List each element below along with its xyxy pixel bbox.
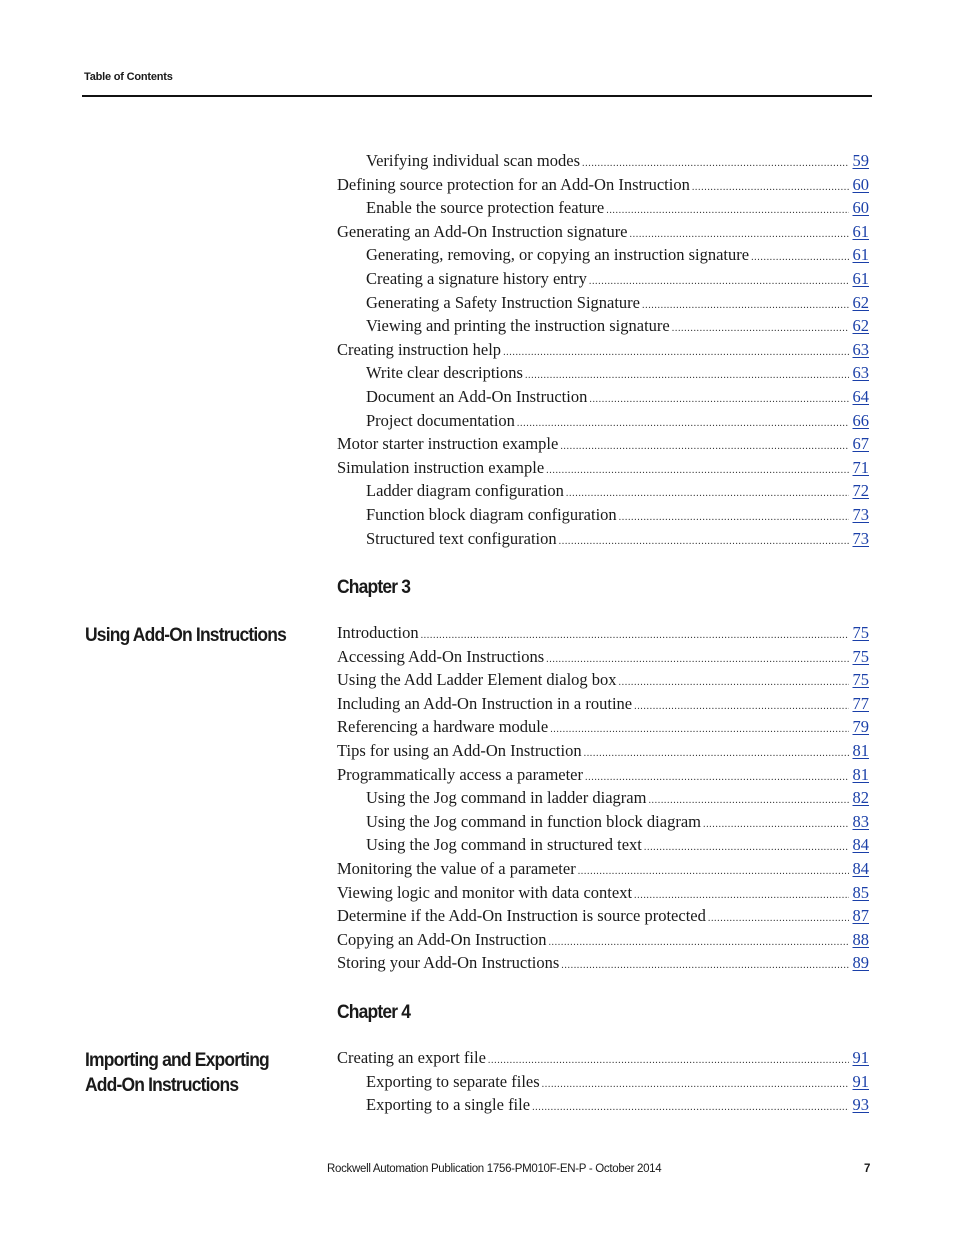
toc-entry[interactable] (337, 527, 869, 551)
toc-page-link[interactable]: 66 (852, 410, 869, 430)
dot-leader (548, 931, 849, 955)
dot-leader (582, 152, 849, 176)
toc-entry[interactable] (337, 1093, 869, 1117)
dot-leader (703, 813, 849, 837)
dot-leader (606, 199, 849, 223)
dot-leader (566, 482, 849, 506)
toc-page-link[interactable]: 63 (852, 339, 869, 359)
toc-entry-title: Write clear descriptions (366, 363, 523, 383)
toc-page-link[interactable]: 59 (852, 151, 869, 170)
toc-entry[interactable] (337, 385, 869, 409)
toc-entry-title: Simulation instruction example (337, 457, 545, 477)
toc-page-link[interactable]: 88 (852, 929, 869, 949)
toc-entry-title: Storing your Add-On Instructions (337, 953, 560, 973)
dot-leader (648, 789, 849, 813)
toc-page-link[interactable]: 75 (852, 623, 869, 642)
toc-entry-title: Using the Jog command in function block diagram (366, 811, 701, 831)
toc-entry[interactable] (337, 243, 869, 267)
toc-entry[interactable] (337, 361, 869, 385)
toc-entry-title: Referencing a hardware module (337, 717, 549, 737)
toc-entry[interactable] (337, 739, 869, 763)
toc-entry[interactable] (337, 291, 869, 315)
dot-leader (525, 364, 849, 388)
toc-entry-title: Ladder diagram configuration (366, 481, 564, 501)
toc-entry[interactable] (337, 810, 869, 834)
dot-leader (584, 742, 849, 766)
toc-page-link[interactable]: 61 (852, 268, 869, 288)
toc-entry[interactable] (337, 479, 869, 503)
toc-entry[interactable] (337, 857, 869, 881)
toc-entry[interactable] (337, 338, 869, 362)
toc-entry-title: Tips for using an Add-On Instruction (337, 740, 582, 760)
toc-page-link[interactable]: 79 (852, 717, 869, 737)
toc-entry[interactable] (337, 881, 869, 905)
toc-entry-title: Including an Add-On Instruction in a routine (337, 693, 633, 713)
toc-page-link[interactable]: 60 (852, 198, 869, 218)
footer-page-number: 7 (864, 1163, 871, 1175)
toc-entry[interactable] (337, 196, 869, 220)
toc-entry[interactable] (337, 267, 869, 291)
toc-entry[interactable] (337, 409, 869, 433)
toc-entry-title: Enable the source protection feature (366, 198, 605, 218)
toc-page-link[interactable]: 82 (852, 788, 869, 808)
toc-entry-title: Accessing Add-On Instructions (337, 646, 545, 666)
toc-entry-title: Using the Add Ladder Element dialog box (337, 670, 617, 690)
toc-page-link[interactable]: 81 (852, 740, 869, 760)
dot-leader (488, 1049, 849, 1073)
toc-entry-title: Generating an Add-On Instruction signature (337, 221, 628, 241)
toc-page-link[interactable]: 63 (852, 363, 869, 383)
toc-page-link[interactable]: 60 (852, 174, 869, 194)
toc-entry[interactable] (337, 645, 869, 669)
toc-entry-title: Programmatically access a parameter (337, 764, 584, 784)
toc-page-link[interactable]: 62 (852, 292, 869, 312)
toc-entry-title: Viewing and printing the instruction signature (366, 316, 670, 336)
toc-entry-title: Generating a Safety Instruction Signature (366, 292, 640, 312)
running-head: Table of Contents (84, 71, 173, 83)
toc-page-link[interactable]: 73 (852, 504, 869, 524)
chapter-label: Chapter 4 (337, 1002, 411, 1023)
toc-page-link[interactable]: 84 (852, 858, 869, 878)
toc-entry[interactable] (337, 503, 869, 527)
toc-entry-title: Monitoring the value of a parameter (337, 858, 576, 878)
toc-page-link[interactable]: 89 (852, 953, 869, 973)
toc-entry[interactable] (337, 456, 869, 480)
dot-leader (585, 766, 849, 790)
chapter-title: Using Add-On Instructions (85, 625, 287, 646)
toc-entry-title: Using the Jog command in structured text (366, 835, 642, 855)
dot-leader (642, 294, 849, 318)
toc-entry-title: Structured text configuration (366, 528, 557, 548)
dot-leader (578, 860, 849, 884)
dot-leader (708, 907, 849, 931)
toc-page-link[interactable]: 73 (852, 528, 869, 548)
toc-entry-title: Document an Add-On Instruction (366, 386, 588, 406)
toc-page-link[interactable]: 71 (852, 457, 869, 477)
toc-page-link[interactable]: 85 (852, 882, 869, 902)
toc-entry-title: Using the Jog command in ladder diagram (366, 788, 647, 808)
dot-leader (751, 246, 849, 270)
toc-entry[interactable] (337, 692, 869, 716)
dot-leader (421, 624, 849, 648)
toc-entry-title: Motor starter instruction example (337, 434, 559, 454)
dot-leader (532, 1096, 849, 1120)
toc-entry[interactable] (337, 833, 869, 857)
dot-leader (546, 648, 849, 672)
toc-page-link[interactable]: 67 (852, 434, 869, 454)
dot-leader (546, 459, 849, 483)
toc-entry[interactable] (337, 1070, 869, 1094)
toc-entry[interactable] (337, 621, 869, 645)
chapter-label: Chapter 3 (337, 577, 411, 598)
toc-page-link[interactable]: 77 (852, 693, 869, 713)
dot-leader (634, 695, 849, 719)
dot-leader (589, 388, 849, 412)
toc-page-link[interactable]: 61 (852, 245, 869, 265)
toc-entry[interactable] (337, 432, 869, 456)
dot-leader (630, 223, 849, 247)
dot-leader (644, 836, 849, 860)
dot-leader (634, 884, 849, 908)
toc-page-link[interactable]: 87 (852, 906, 869, 926)
toc-entry[interactable] (337, 149, 869, 173)
toc-entry-title: Defining source protection for an Add-On Instruction (337, 174, 690, 194)
toc-entry[interactable] (337, 314, 869, 338)
header-rule (82, 95, 872, 97)
toc-entry-title: Creating a signature history entry (366, 268, 587, 288)
toc-page-link[interactable]: 62 (852, 316, 869, 336)
toc-page-link[interactable]: 84 (852, 835, 869, 855)
dot-leader (550, 718, 849, 742)
toc-page-link[interactable]: 81 (852, 764, 869, 784)
toc-list (337, 621, 869, 975)
toc-page-link[interactable]: 91 (852, 1048, 869, 1067)
toc-page-link[interactable]: 72 (852, 481, 869, 501)
toc-entry-title: Creating an export file (337, 1048, 486, 1067)
toc-entry[interactable] (337, 1046, 869, 1070)
toc-entry[interactable] (337, 220, 869, 244)
toc-page-link[interactable]: 75 (852, 670, 869, 690)
toc-page-link[interactable]: 93 (852, 1095, 869, 1115)
toc-entry[interactable] (337, 763, 869, 787)
toc-entry-title: Creating instruction help (337, 339, 502, 359)
toc-page-link[interactable]: 75 (852, 646, 869, 666)
dot-leader (589, 270, 849, 294)
toc-entry-title: Introduction (337, 623, 419, 642)
toc-entry[interactable] (337, 951, 869, 975)
dot-leader (692, 176, 849, 200)
footer-publication: Rockwell Automation Publication 1756-PM010F-EN-P - October 2014 (327, 1163, 662, 1175)
toc-entry-title: Copying an Add-On Instruction (337, 929, 547, 949)
toc-page-link[interactable]: 64 (852, 386, 869, 406)
toc-entry[interactable] (337, 904, 869, 928)
dot-leader (560, 435, 849, 459)
toc-list (337, 1046, 869, 1117)
dot-leader (619, 506, 849, 530)
toc-entry[interactable] (337, 715, 869, 739)
chapter-title: Importing and Exporting Add-On Instructions (85, 1050, 269, 1096)
toc-entry-title: Function block diagram configuration (366, 504, 617, 524)
dot-leader (517, 412, 849, 436)
dot-leader (542, 1073, 849, 1097)
toc-entry[interactable] (337, 928, 869, 952)
toc-page-link[interactable]: 61 (852, 221, 869, 241)
toc-entry-title: Project documentation (366, 410, 515, 430)
dot-leader (619, 671, 849, 695)
toc-entry-title: Determine if the Add-On Instruction is source protected (337, 906, 706, 926)
toc-entry[interactable] (337, 786, 869, 810)
toc-entry-title: Exporting to a single file (366, 1095, 531, 1115)
toc-entry[interactable] (337, 173, 869, 197)
toc-entry-title: Viewing logic and monitor with data context (337, 882, 633, 902)
dot-leader (559, 530, 849, 554)
toc-page-link[interactable]: 83 (852, 811, 869, 831)
toc-entry-title: Verifying individual scan modes (366, 151, 581, 170)
dot-leader (672, 317, 849, 341)
dot-leader (503, 341, 849, 365)
toc-list (337, 149, 869, 550)
toc-entry-title: Exporting to separate files (366, 1071, 540, 1091)
toc-page-link[interactable]: 91 (852, 1071, 869, 1091)
toc-entry[interactable] (337, 668, 869, 692)
toc-entry-title: Generating, removing, or copying an instruction signature (366, 245, 750, 265)
dot-leader (561, 954, 849, 978)
